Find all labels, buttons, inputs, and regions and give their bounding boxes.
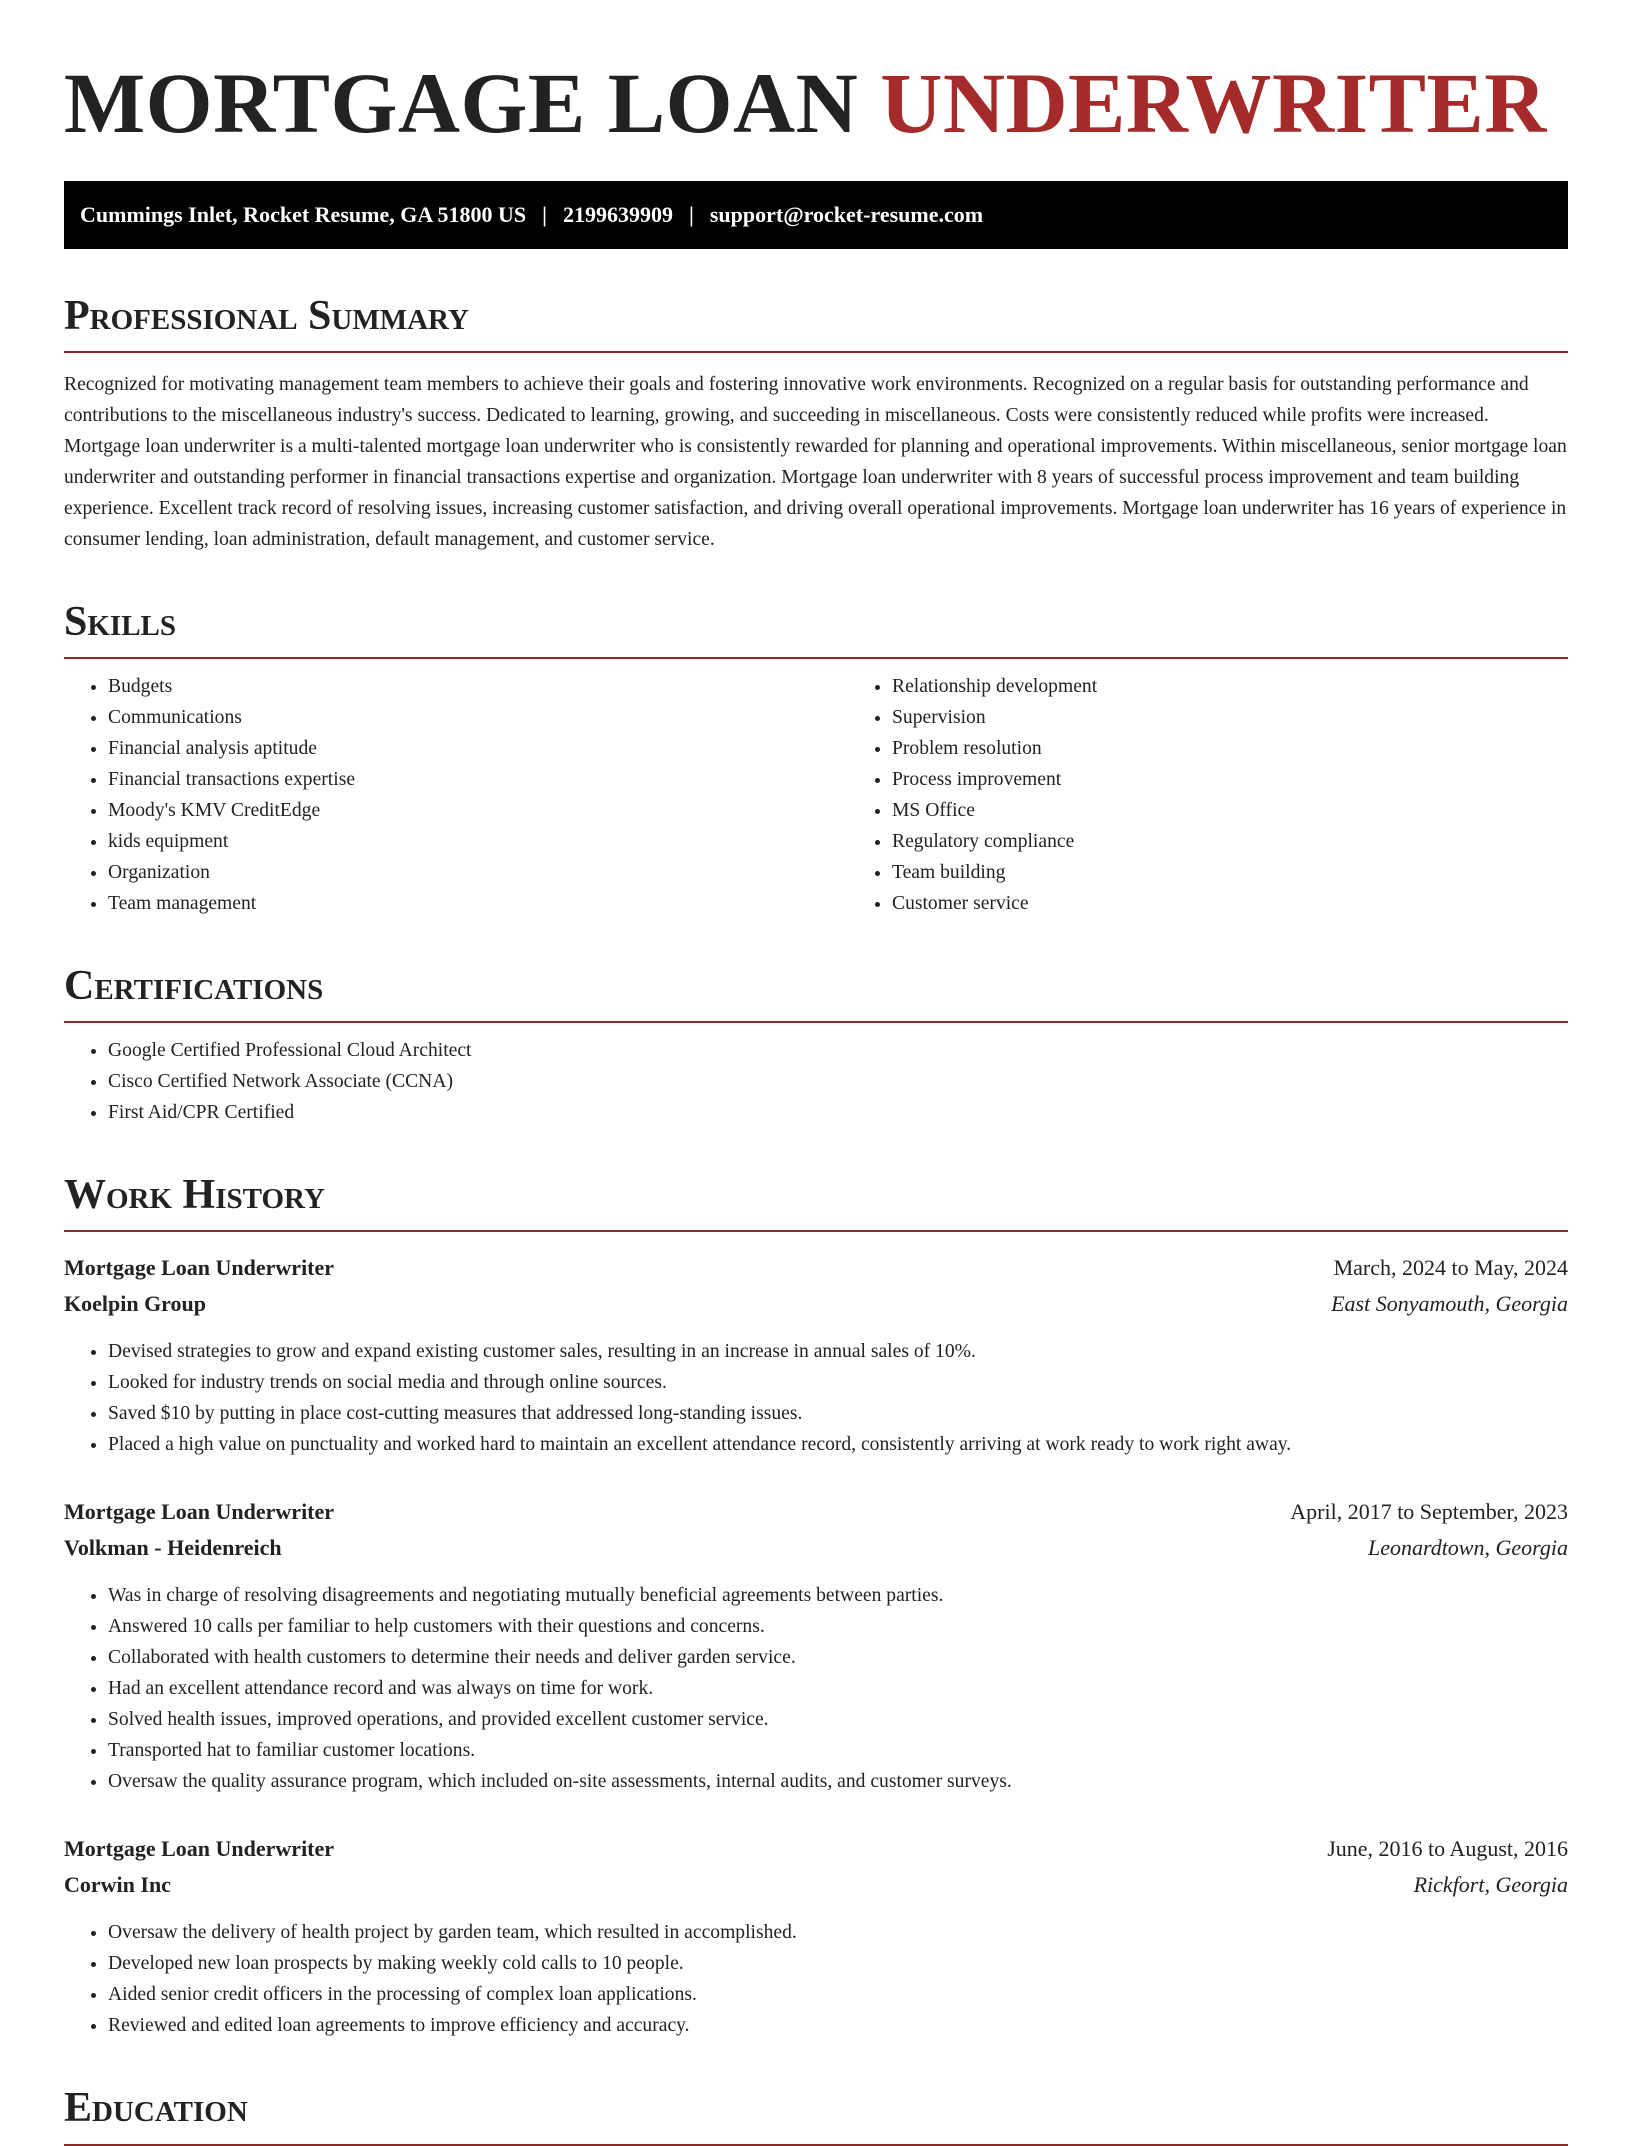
skill-item: • Supervision	[892, 702, 1632, 733]
job-bullet: • Aided senior credit officers in the processing of complex loan applications.	[108, 1979, 1568, 2010]
job-bullets	[64, 1336, 1568, 1460]
certification-item: • Google Certified Professional Cloud Architect	[108, 1035, 1568, 1066]
skill-item: • Moody's KMV CreditEdge	[108, 795, 848, 826]
skill-item: • Relationship development	[892, 671, 1632, 702]
job-bullet: • Answered 10 calls per familiar to help customers with their questions and concerns.	[108, 1611, 1568, 1642]
job-header-row	[64, 1250, 1568, 1286]
job-bullets	[64, 1917, 1568, 2041]
job-company-row	[64, 1286, 1568, 1322]
title-accent: UNDERWRITER	[880, 55, 1547, 151]
job-bullet: • Devised strategies to grow and expand existing customer sales, resulting in an increase in annual sales of 10%.	[108, 1336, 1568, 1367]
job-bullet: • Transported hat to familiar customer locations.	[108, 1735, 1568, 1766]
job-bullet: • Oversaw the delivery of health project by garden team, which resulted in accomplished.	[108, 1917, 1568, 1948]
resume-page	[64, 0, 1568, 2146]
skill-item: • Organization	[108, 857, 848, 888]
contact-separator: |	[688, 201, 694, 227]
certification-item: • Cisco Certified Network Associate (CCNA)	[108, 1066, 1568, 1097]
job-bullet: • Had an excellent attendance record and was always on time for work.	[108, 1673, 1568, 1704]
skills-column-right	[848, 671, 1632, 919]
skills-list	[64, 659, 1568, 919]
job-bullet: • Placed a high value on punctuality and worked hard to maintain an excellent attendance record, consistently arriving at work ready to work right away.	[108, 1429, 1568, 1460]
skill-item: • kids equipment	[108, 826, 848, 857]
skill-item: • Communications	[108, 702, 848, 733]
job-bullet: • Developed new loan prospects by making weekly cold calls to 10 people.	[108, 1948, 1568, 1979]
title-main: MORTGAGE LOAN	[64, 55, 859, 151]
resume-title	[64, 56, 1568, 151]
certification-item: • First Aid/CPR Certified	[108, 1097, 1568, 1128]
skill-item: • Regulatory compliance	[892, 826, 1632, 857]
job-header-row	[64, 1494, 1568, 1530]
summary-heading: Professional Summary	[64, 293, 1568, 353]
contact-address: Cummings Inlet, Rocket Resume, GA 51800 US	[80, 201, 527, 227]
contact-bar	[64, 181, 1568, 249]
skill-item: • Budgets	[108, 671, 848, 702]
job-company: Corwin Inc	[64, 1872, 171, 1898]
skill-item: • MS Office	[892, 795, 1632, 826]
skill-item: • Team management	[108, 888, 848, 919]
skills-column-left	[64, 671, 848, 919]
certifications-list	[64, 1035, 1568, 1128]
skill-item: • Customer service	[892, 888, 1632, 919]
contact-separator: |	[542, 201, 547, 227]
certifications-heading: Certifications	[64, 963, 1568, 1023]
job-location: Rickfort, Georgia	[1413, 1872, 1568, 1898]
job-entry	[64, 1831, 1568, 2041]
job-entry	[64, 1494, 1568, 1797]
skills-heading: Skills	[64, 599, 1568, 659]
summary-text: Recognized for motivating management team members to achieve their goals and fostering innovative work environments. Recognized on a regular basis for outstanding performance and contributions to the miscellaneous industry's success. Dedicated to learning, growing, and succeeding in miscellaneous. Costs were consistently reduced while profits were increased. Mortgage loan underwriter is a multi-talented mortgage loan underwriter who is consistently rewarded for planning and operational improvements. Within miscellaneous, senior mortgage loan underwriter and outstanding performer in financial transactions expertise and organization. Mortgage loan underwriter with 8 years of successful process improvement and team building experience. Excellent track record of resolving issues, increasing customer satisfaction, and driving overall operational improvements. Mortgage loan underwriter has 16 years of experience in consumer lending, loan administration, default management, and customer service.	[64, 373, 1567, 550]
contact-email: support@rocket-resume.com	[709, 201, 984, 227]
job-bullet: • Was in charge of resolving disagreements and negotiating mutually beneficial agreements between parties.	[108, 1580, 1568, 1611]
skill-item: • Financial transactions expertise	[108, 764, 848, 795]
work-history-heading: Work History	[64, 1172, 1568, 1232]
job-bullet: • Oversaw the quality assurance program, which included on-site assessments, internal audits, and customer surveys.	[108, 1766, 1568, 1797]
job-entry	[64, 1250, 1568, 1460]
education-heading: Education	[64, 2085, 1568, 2145]
job-header-row	[64, 1831, 1568, 1867]
job-dates: March, 2024 to May, 2024	[1333, 1255, 1568, 1281]
skill-item: • Team building	[892, 857, 1632, 888]
skill-item: • Process improvement	[892, 764, 1632, 795]
job-company: Volkman - Heidenreich	[64, 1535, 282, 1561]
job-location: East Sonyamouth, Georgia	[1331, 1291, 1568, 1317]
job-bullet: • Solved health issues, improved operations, and provided excellent customer service.	[108, 1704, 1568, 1735]
skill-item: • Financial analysis aptitude	[108, 733, 848, 764]
job-dates: April, 2017 to September, 2023	[1290, 1499, 1568, 1525]
job-company-row	[64, 1530, 1568, 1566]
job-company-row	[64, 1867, 1568, 1903]
job-bullet: • Looked for industry trends on social media and through online sources.	[108, 1367, 1568, 1398]
job-title: Mortgage Loan Underwriter	[64, 1499, 335, 1525]
job-dates: June, 2016 to August, 2016	[1327, 1836, 1568, 1862]
job-bullets	[64, 1580, 1568, 1797]
skill-item: • Problem resolution	[892, 733, 1632, 764]
job-title: Mortgage Loan Underwriter	[64, 1836, 335, 1862]
job-title: Mortgage Loan Underwriter	[64, 1255, 335, 1281]
job-bullet: • Reviewed and edited loan agreements to improve efficiency and accuracy.	[108, 2010, 1568, 2041]
job-bullet: • Saved $10 by putting in place cost-cutting measures that addressed long-standing issues.	[108, 1398, 1568, 1429]
job-location: Leonardtown, Georgia	[1367, 1535, 1568, 1561]
job-company: Koelpin Group	[64, 1291, 207, 1317]
contact-phone: 2199639909	[562, 201, 673, 227]
job-bullet: • Collaborated with health customers to determine their needs and deliver garden service.	[108, 1642, 1568, 1673]
